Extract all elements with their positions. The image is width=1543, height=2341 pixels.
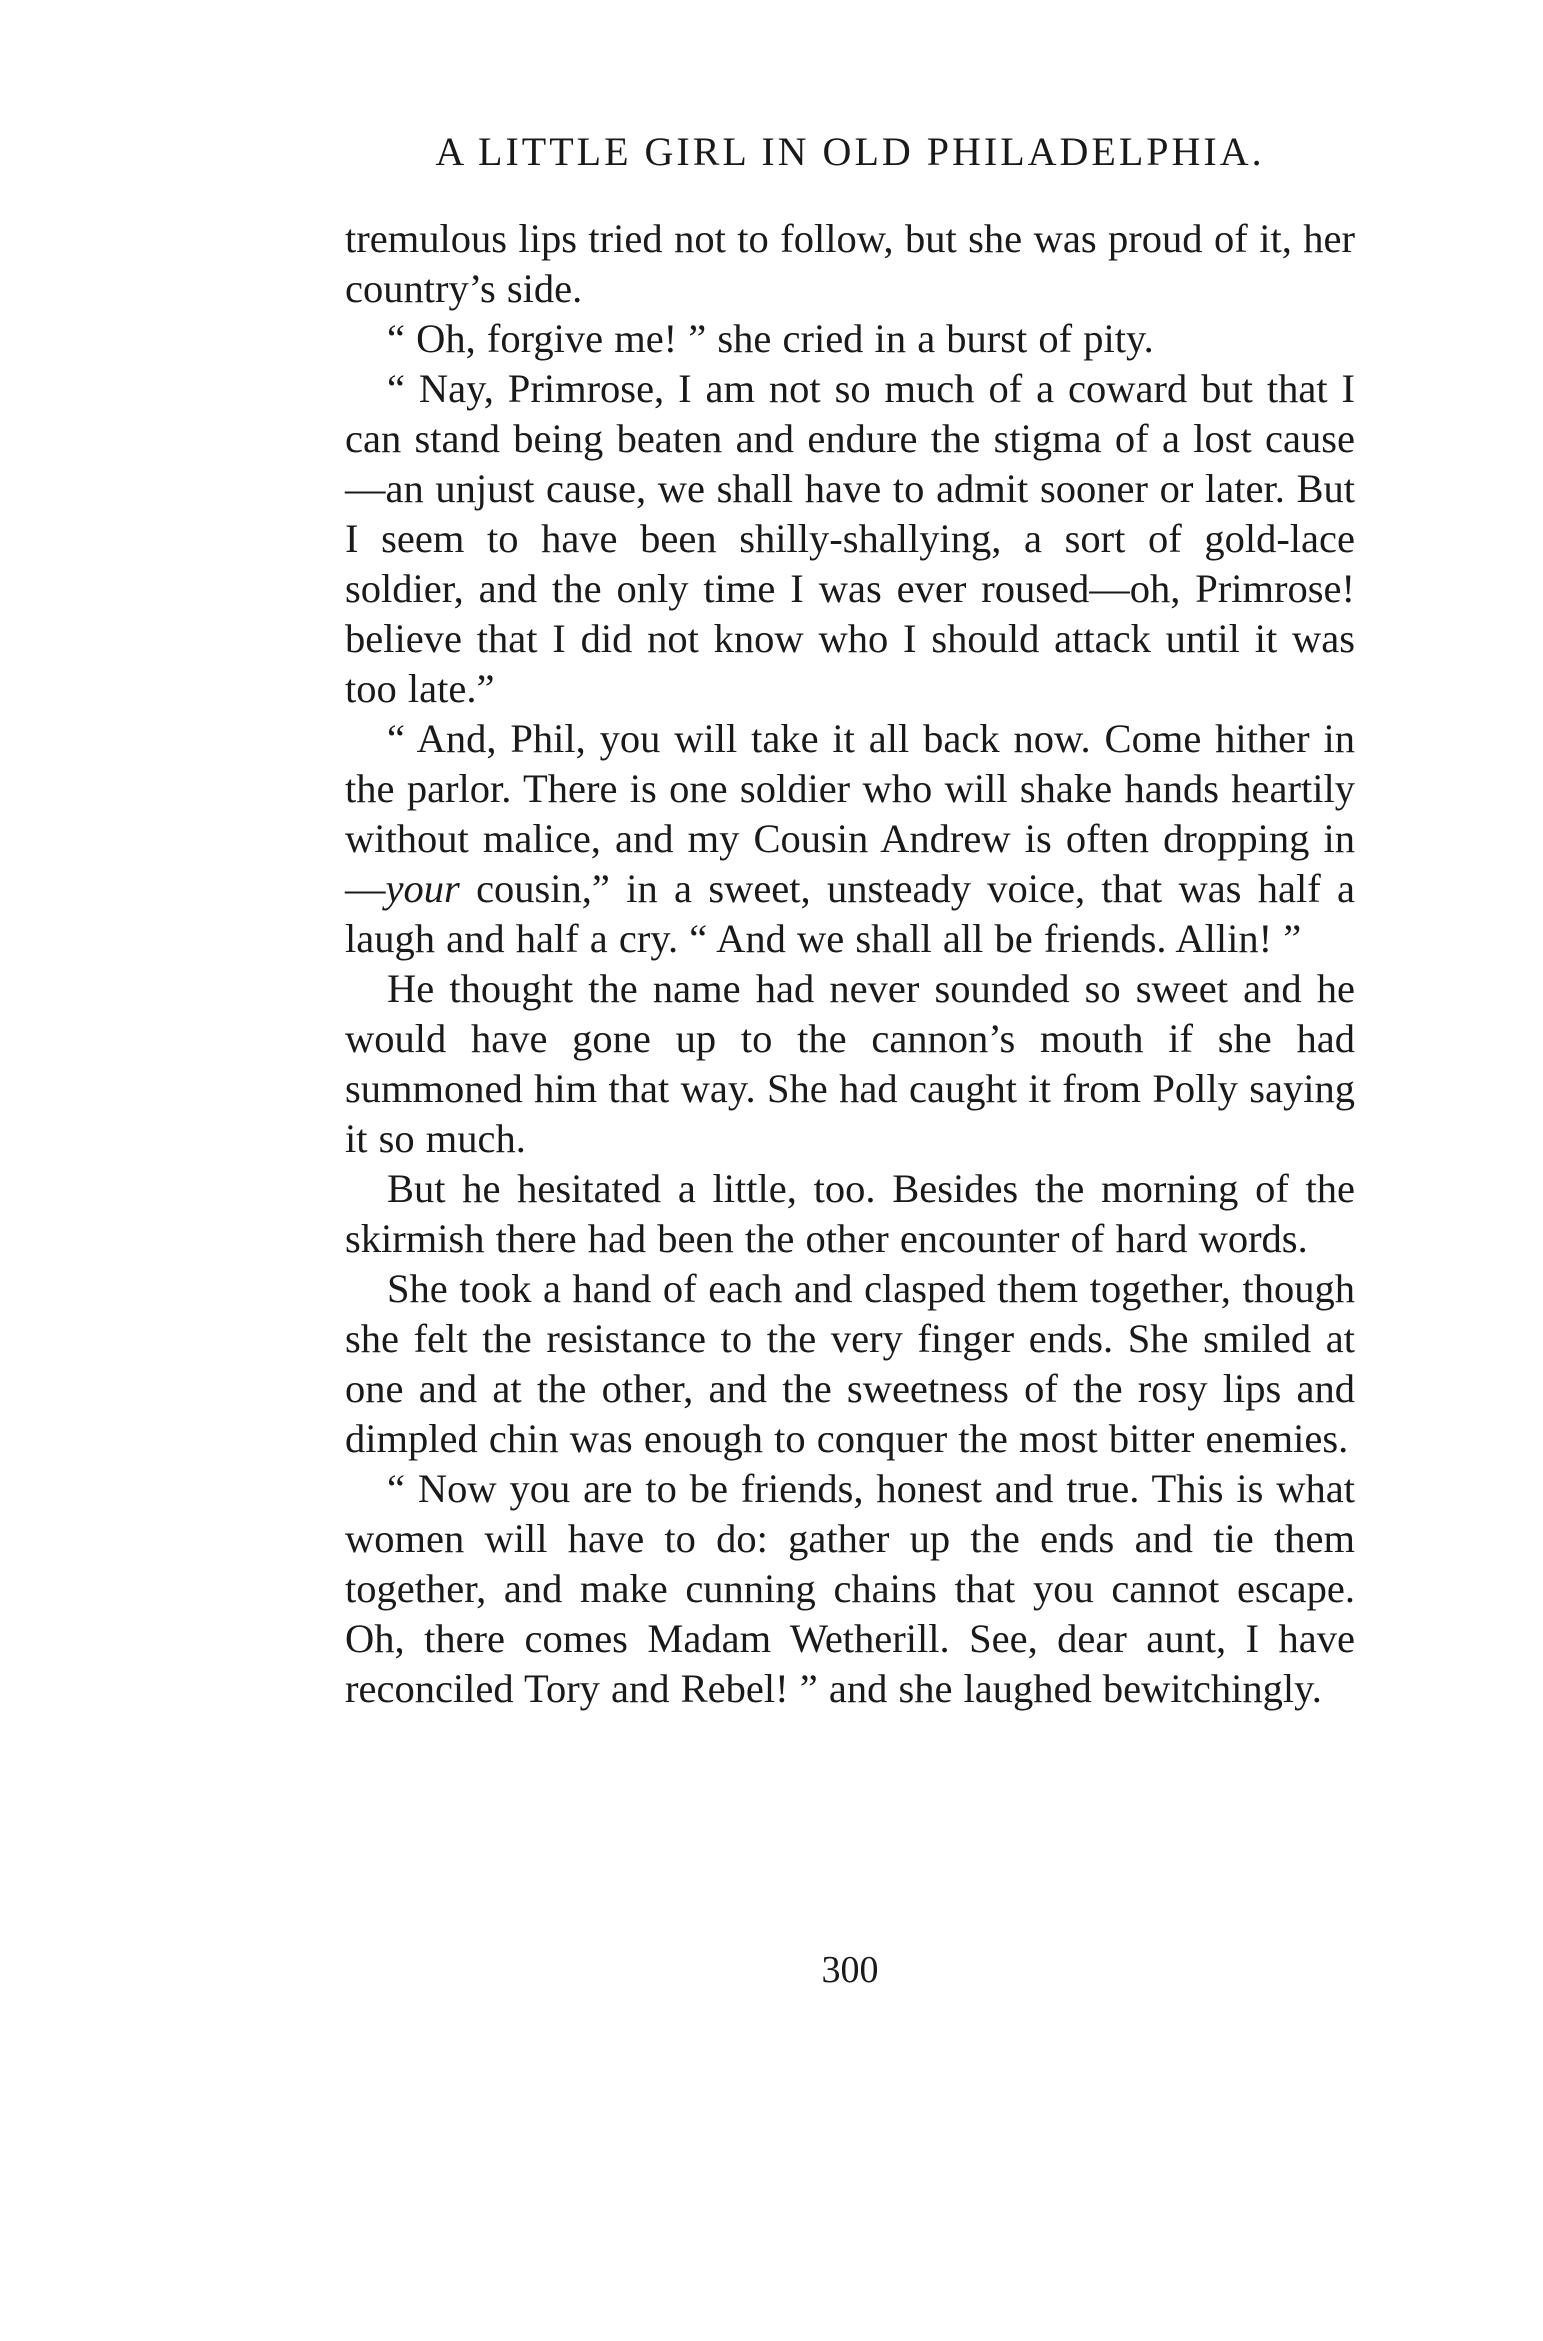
- paragraph: [345, 214, 1355, 314]
- paragraph-text: “ Now you are to be friends, honest and true. This is what women will have to do: gather up the ends and tie them together, and make cunning chains that you cannot escape. Oh, there comes Madam Wetherill. See, dear aunt, I have reconciled Tory and Rebel! ” and she laughed bewitchingly.: [345, 1466, 1355, 1711]
- paragraph-text: tremulous lips tried not to follow, but she was proud of it, her country’s side.: [345, 216, 1355, 311]
- paragraph-text: But he hesitated a little, too. Besides the morning of the skirmish there had been the other encounter of hard words.: [345, 1166, 1355, 1261]
- paragraph: [345, 964, 1355, 1164]
- paragraph-text: cousin,” in a sweet, unsteady voice, that was half a laugh and half a cry. “ And we shall all be friends. Allin! ”: [345, 866, 1355, 961]
- paragraph: [345, 314, 1355, 364]
- paragraph-text: He thought the name had never sounded so sweet and he would have gone up to the cannon’s mouth if she had summoned him that way. She had caught it from Polly saying it so much.: [345, 966, 1355, 1161]
- paragraph: [345, 1164, 1355, 1264]
- italic-text: your: [385, 866, 460, 911]
- paragraph-text: “ Oh, forgive me! ” she cried in a burst of pity.: [387, 316, 1154, 361]
- running-head: A LITTLE GIRL IN OLD PHILADELPHIA.: [435, 129, 1265, 174]
- body-text: [345, 214, 1355, 1714]
- paragraph-text: “ Nay, Primrose, I am not so much of a coward but that I can stand being beaten and endure the stigma of a lost cause—an unjust cause, we shall have to admit sooner or later. But I seem to have been shilly-shallying, a sort of gold-lace soldier, and the only time I was ever roused—oh, Primrose! believe that I did not know who I should attack until it was too late.”: [345, 366, 1355, 711]
- paragraph-text: She took a hand of each and clasped them together, though she felt the resistance to the very finger ends. She smiled at one and at the other, and the sweetness of the rosy lips and dimpled chin was enough to conquer the most bitter enemies.: [345, 1266, 1355, 1461]
- paragraph: [345, 1464, 1355, 1714]
- paragraph-text: “ And, Phil, you will take it all back now. Come hither in the parlor. There is one soldier who will shake hands heartily without malice, and my Cousin Andrew is often dropping in—: [345, 716, 1355, 911]
- paragraph: [345, 364, 1355, 714]
- paragraph: [345, 714, 1355, 964]
- page-number: 300: [821, 1949, 879, 1991]
- paragraph: [345, 1264, 1355, 1464]
